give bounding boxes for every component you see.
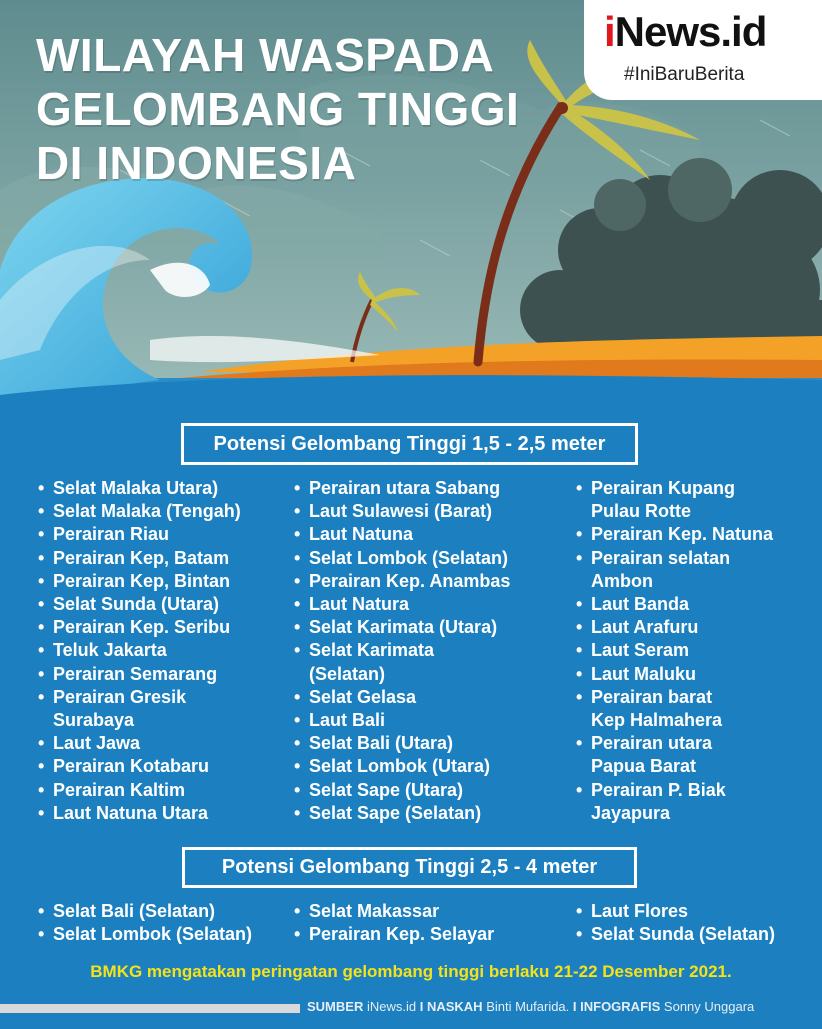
region-name: • Perairan utara Sabang <box>309 478 501 498</box>
credits-footer <box>307 999 817 1014</box>
region-name: • Laut Sulawesi (Barat) <box>309 501 493 522</box>
region-name: • Selat Makassar <box>309 901 440 921</box>
region-list-item <box>38 616 241 639</box>
region-name: • Laut Arafuru <box>591 617 699 638</box>
region-list-item <box>576 686 773 732</box>
footer-sumber-label: SUMBER <box>307 999 364 1014</box>
brand-tagline: #IniBaruBerita <box>624 64 745 85</box>
region-list-item <box>38 639 241 662</box>
region-list-item <box>576 523 773 546</box>
region-name: • Perairan Kep. Anambas <box>309 570 511 591</box>
region-list-item <box>294 523 510 546</box>
region-list-item <box>576 639 773 662</box>
region-name: • Perairan Kep. Selayar <box>309 924 495 945</box>
infographic-title <box>36 28 519 190</box>
footer-naskah-label: I NASKAH <box>419 999 483 1014</box>
region-name: • Laut Natuna <box>309 524 414 545</box>
region-name: • Laut Jawa <box>53 733 141 754</box>
region-list-item <box>294 547 510 570</box>
region-list-item <box>38 686 241 732</box>
region-name: • Laut Natuna Utara <box>53 802 209 823</box>
region-name: • Perairan selatan <box>591 547 731 568</box>
region-list-item <box>294 686 510 709</box>
region-name: • Selat Malaka (Tengah) <box>53 501 241 522</box>
title-line-2: GELOMBANG TINGGI <box>36 83 520 135</box>
region-list-item <box>38 732 241 755</box>
region-list-item <box>576 900 775 923</box>
region-name: • Laut Maluku <box>591 663 697 684</box>
region-name: • Perairan P. Biak <box>591 779 726 800</box>
region-list-item <box>294 500 510 523</box>
validity-notice: BMKG mengatakan peringatan gelombang tinggi berlaku 21-22 Desember 2021. <box>90 962 732 981</box>
region-list-item <box>294 755 510 778</box>
region-name: • Perairan Kotabaru <box>53 756 210 777</box>
section2-column-1 <box>38 900 252 946</box>
region-name: Kep Halmahera <box>591 710 723 731</box>
region-name: (Selatan) <box>309 663 386 684</box>
title-line-1: WILAYAH WASPADA <box>36 29 495 81</box>
footer-sumber-value: iNews.id <box>366 999 417 1014</box>
region-name: • Selat Karimata (Utara) <box>309 617 498 638</box>
region-name: • Selat Malaka Utara) <box>53 478 219 498</box>
region-name: • Selat Karimata <box>309 640 435 661</box>
region-name: • Selat Sunda (Selatan) <box>591 924 776 945</box>
region-name: • Selat Gelasa <box>309 686 417 707</box>
footer-infografis-value: Sonny Unggara <box>663 999 755 1014</box>
section1-column-1 <box>38 477 241 825</box>
region-list-item <box>38 570 241 593</box>
region-name: • Selat Sape (Utara) <box>309 779 464 800</box>
region-list-item <box>576 732 773 778</box>
region-name: • Laut Banda <box>591 594 690 615</box>
region-name: Pulau Rotte <box>591 501 692 522</box>
region-list-item <box>38 802 241 825</box>
section-heading-1: Potensi Gelombang Tinggi 1,5 - 2,5 meter <box>181 423 638 465</box>
region-list-item <box>38 500 241 523</box>
region-list-item <box>576 547 773 593</box>
region-name: • Perairan Kaltim <box>53 779 186 800</box>
footer-naskah-value: Binti Mufarida. <box>486 999 570 1014</box>
region-name: • Selat Lombok (Selatan) <box>53 924 253 945</box>
region-list-item <box>294 593 510 616</box>
region-name: • Perairan utara <box>591 733 713 754</box>
region-name: • Perairan Kep, Bintan <box>53 570 231 591</box>
region-list-item <box>294 732 510 755</box>
region-name: Jayapura <box>591 802 671 823</box>
region-name: • Laut Seram <box>591 640 690 661</box>
brand-logo-prefix: i <box>604 8 615 55</box>
region-list-item <box>38 755 241 778</box>
region-list-item <box>38 663 241 686</box>
footer-divider <box>0 1004 300 1013</box>
region-name: • Perairan Gresik <box>53 686 187 707</box>
region-list-item <box>38 523 241 546</box>
hero-illustration <box>0 0 822 412</box>
region-name: • Laut Natura <box>309 594 410 615</box>
region-name: • Laut Bali <box>309 710 386 731</box>
region-list-item <box>38 477 241 500</box>
region-name: • Perairan Riau <box>53 524 170 545</box>
region-list-item <box>294 923 494 946</box>
region-list-item <box>576 616 773 639</box>
section2-column-2 <box>294 900 494 946</box>
region-list-item <box>294 900 494 923</box>
brand-logo-box <box>584 0 822 100</box>
region-name: • Selat Lombok (Utara) <box>309 756 491 777</box>
region-name: • Selat Bali (Utara) <box>309 733 454 754</box>
region-list-item <box>38 593 241 616</box>
region-name: • Perairan Kep. Seribu <box>53 617 231 638</box>
region-list-item <box>294 639 510 685</box>
region-name: • Selat Sape (Selatan) <box>309 802 482 823</box>
section1-column-2 <box>294 477 510 825</box>
region-list-item <box>294 570 510 593</box>
region-name: • Perairan Kep, Batam <box>53 547 230 568</box>
region-name: • Perairan Semarang <box>53 663 218 684</box>
title-line-3: DI INDONESIA <box>36 137 357 189</box>
region-list-item <box>38 779 241 802</box>
region-name: Papua Barat <box>591 756 697 777</box>
region-name: • Selat Sunda (Utara) <box>53 594 220 615</box>
region-name: • Perairan Kupang <box>591 478 736 498</box>
region-list-item <box>576 593 773 616</box>
section1-column-3 <box>576 477 773 825</box>
region-name: Ambon <box>591 570 653 591</box>
region-list-item <box>576 663 773 686</box>
region-name: • Perairan Kep. Natuna <box>591 524 774 545</box>
region-name: • Teluk Jakarta <box>53 640 167 661</box>
footer-infografis-label: I INFOGRAFIS <box>572 999 661 1014</box>
region-list-item <box>38 547 241 570</box>
section2-column-3 <box>576 900 775 946</box>
region-list-item <box>576 923 775 946</box>
brand-logo <box>604 8 766 56</box>
region-list-item <box>294 477 510 500</box>
region-list-item <box>294 616 510 639</box>
region-name: • Laut Flores <box>591 901 689 921</box>
region-list-item <box>38 900 252 923</box>
region-list-item <box>576 477 773 523</box>
region-list-item <box>294 709 510 732</box>
brand-logo-rest: News.id <box>614 8 767 55</box>
region-list-item <box>294 779 510 802</box>
region-list-item <box>294 802 510 825</box>
region-name: • Selat Bali (Selatan) <box>53 901 216 921</box>
region-name: • Selat Lombok (Selatan) <box>309 547 509 568</box>
section-heading-2: Potensi Gelombang Tinggi 2,5 - 4 meter <box>182 847 637 888</box>
region-list-item <box>38 923 252 946</box>
region-name: Surabaya <box>53 710 135 731</box>
region-name: • Perairan barat <box>591 686 713 707</box>
region-list-item <box>576 779 773 825</box>
